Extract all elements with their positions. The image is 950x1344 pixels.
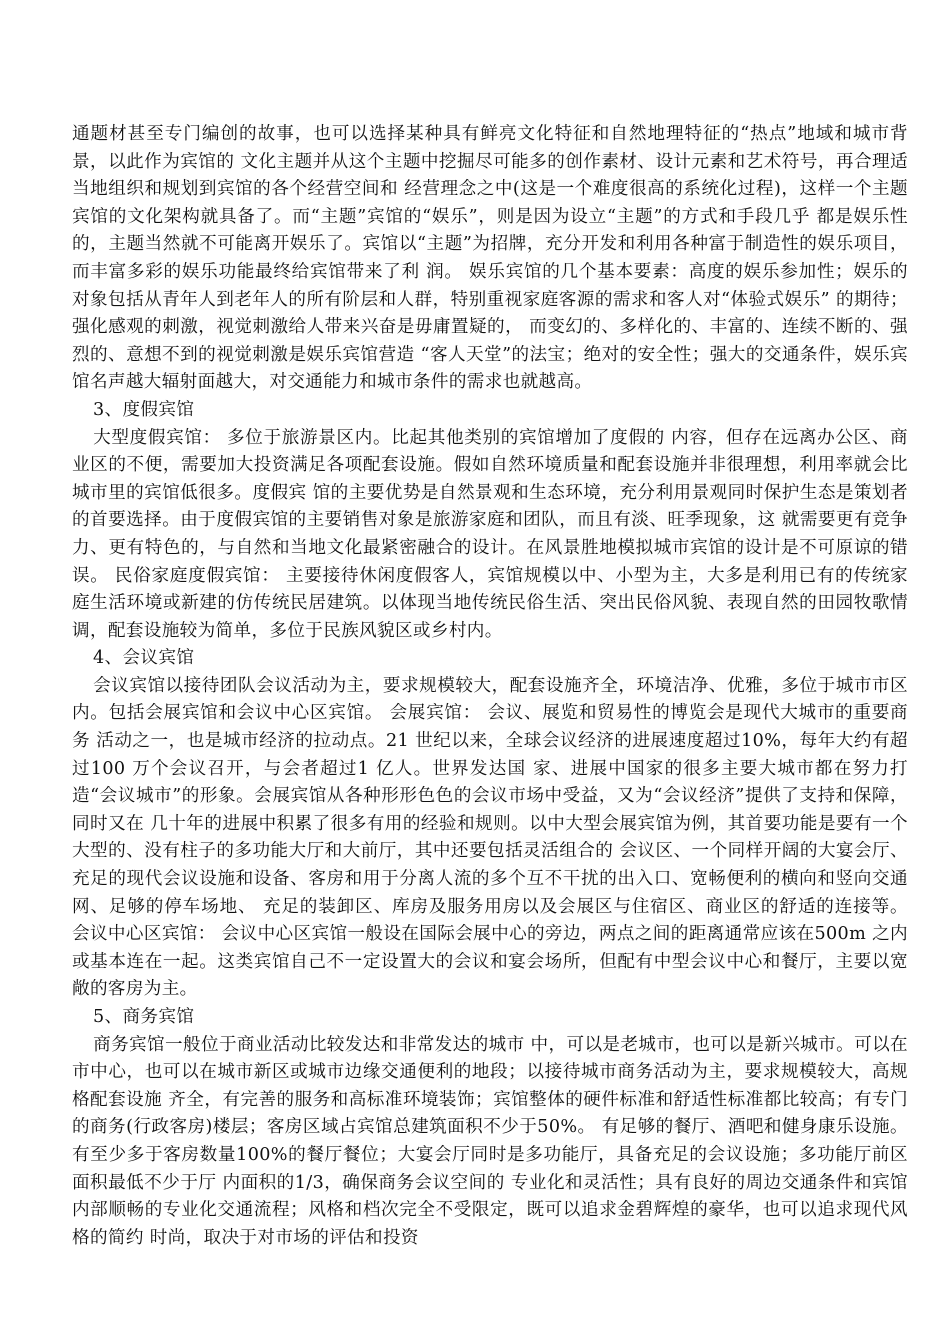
heading-conference-hotel: 4、会议宾馆 <box>93 648 195 669</box>
paragraph-conference-hotel: 会议宾馆以接待团队会议活动为主，要求规模较大，配套设施齐全，环境洁净、优雅，多位于城市市区内。包括会展宾馆和会议中心区宾馆。 会展宾馆： 会议、展览和贸易性的博览会是现代大城市的重要商务 活动之一，也是城市经济的拉动点。21 世纪以来，全球会议经济的进展速度超过10%，每年大约有超过100 万个会议召开，与会者超过1 亿人。世界发达国 家、进展中国家的很多主要大城市都在努力打造“会议城市”的形象。会展宾馆从各种形形色色的会议市场中受益，又为“会议经济”提供了支持和保障，同时又在 几十年的进展中积累了很多有用的经验和规则。以中大型会展宾馆为例，其首要功能是要有一个大型的、没有柱子的多功能大厅和大前厅，其中还要包括灵活组合的 会议区、一个同样开阔的大宴会厅、充足的现代会议设施和设备、客房和用于分离人流的多个互不干扰的出入口、宽畅便利的横向和竖向交通网、足够的停车场地、 充足的装卸区、库房及服务用房以及会展区与住宿区、商业区的舒适的连接等。 会议中心区宾馆： 会议中心区宾馆一般设在国际会展中心的旁边，两点之间的距离通常应该在500m 之内或基本连在一起。这类宾馆自己不一定设置大的会议和宴会场所，但配有中型会议中心和餐厅，主要以宽敞的客房为主。 <box>72 675 908 1000</box>
heading-resort-hotel: 3、度假宾馆 <box>93 399 195 420</box>
heading-business-hotel: 5、商务宾馆 <box>93 1007 195 1027</box>
paragraph-resort-hotel: 大型度假宾馆： 多位于旅游景区内。比起其他类别的宾馆增加了度假的 内容，但存在远离办公区、商业区的不便，需要加大投资满足各项配套设施。假如自然环境质量和配套设施并非很理想，利用率就会比城市里的宾馆低很多。度假宾 馆的主要优势是自然景观和生态环境，充分利用景观同时保护生态是策划者的首要选择。由于度假宾馆的主要销售对象是旅游家庭和团队，而且有淡、旺季现象，这 就需要更有竞争力、更有特色的，与自然和当地文化最紧密融合的设计。在风景胜地模拟城市宾馆的设计是不可原谅的错误。 民俗家庭度假宾馆： 主要接待休闲度假客人，宾馆规模以中、小型为主，大多是利用已有的传统家庭生活环境或新建的仿传统民居建筑。以体现当地传统民俗生活、突出民俗风貌、表现自然的田园牧歌情调，配套设施较为简单，多位于民族风貌区或乡村内。 <box>72 427 908 641</box>
document-page <box>72 121 908 1252</box>
paragraph-business-hotel: 商务宾馆一般位于商业活动比较发达和非常发达的城市 中，可以是老城市，也可以是新兴城市。可以在市中心，也可以在城市新区或城市边缘交通便利的地段；以接待城市商务活动为主，要求规模较大，高规格配套设施 齐全，有完善的服务和高标准环境装饰；宾馆整体的硬件标准和舒适性标准都比较高；有专门的商务(行政客房)楼层；客房区域占宾馆总建筑面积不少于50%。 有足够的餐厅、酒吧和健身康乐设施。有至少多于客房数量100%的餐厅餐位；大宴会厅同时是多功能厅，具备充足的会议设施；多功能厅前区面积最低不少于厅 内面积的1/3，确保商务会议空间的 专业化和灵活性；具有良好的周边交通条件和宾馆内部顺畅的专业化交通流程；风格和档次完全不受限定，既可以追求金碧辉煌的豪华，也可以追求现代风格的简约 时尚，取决于对市场的评估和投资 <box>72 1034 908 1248</box>
paragraph-theme-entertainment-hotel: 通题材甚至专门编创的故事，也可以选择某种具有鲜亮文化特征和自然地理特征的“热点”地域和城市背景，以此作为宾馆的 文化主题并从这个主题中挖掘尽可能多的创作素材、设计元素和艺术符号，再合理适当地组织和规划到宾馆的各个经营空间和 经营理念之中(这是一个难度很高的系统化过程)，这样一个主题宾馆的文化架构就具备了。而“主题”宾馆的“娱乐”，则是因为设立“主题”的方式和手段几乎 都是娱乐性的，主题当然就不可能离开娱乐了。宾馆以“主题”为招牌，充分开发和利用各种富于制造性的娱乐项目，而丰富多彩的娱乐功能最终给宾馆带来了利 润。 娱乐宾馆的几个基本要素：高度的娱乐参加性；娱乐的 对象包括从青年人到老年人的所有阶层和人群，特别重视家庭客源的需求和客人对“体验式娱乐” 的期待；强化感观的刺激，视觉刺激给人带来兴奋是毋庸置疑的， 而变幻的、多样化的、丰富的、连续不断的、强烈的、意想不到的视觉刺激是娱乐宾馆营造 “客人天堂”的法宝；绝对的安全性；强大的交通条件，娱乐宾馆名声越大辐射面越大，对交通能力和城市条件的需求也就越高。 <box>72 124 908 393</box>
